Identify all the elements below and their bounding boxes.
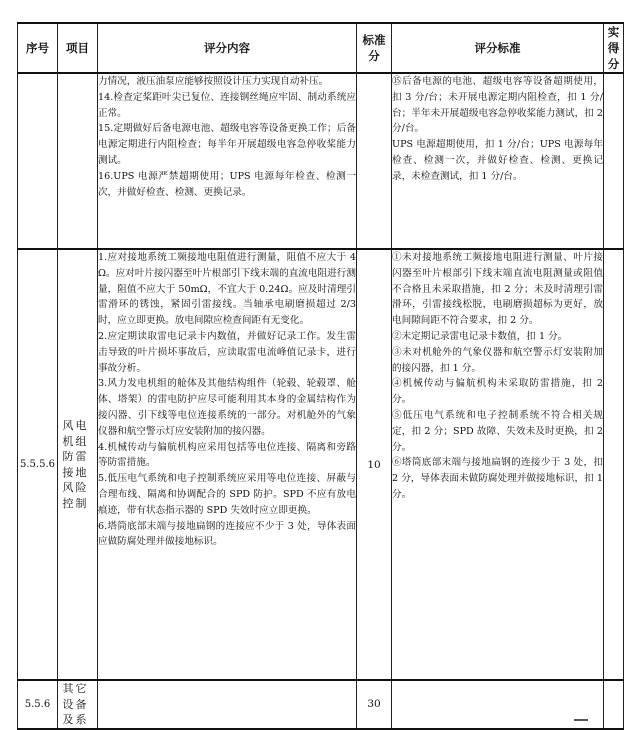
- criteria-paragraph: ⑮后备电源的电池、超级电容等设备超期使用，扣 3 分/台；未开展电源定期内阻检查，扣 1 分/台；半年未开展超级电容急停收桨能力测试，扣 2 分/台。: [392, 76, 603, 135]
- page-corner-mark: [574, 719, 588, 721]
- content-paragraph: 2.应定期读取雷电记录卡内数值，并做好记录工作。发生雷击导致的叶片损坏事故后，应读取雷电流峰值记录卡，进行事故分析。: [98, 330, 356, 374]
- header-standard-score: 标准分: [357, 23, 392, 73]
- table-row: [18, 73, 624, 249]
- content-paragraph: 6.塔筒底部末端与接地扁钢的连接应不少于 3 处，导体表面应做防腐处理并做接地标识。: [98, 520, 356, 548]
- row-content: [98, 73, 357, 249]
- row-standard-score: [357, 73, 392, 249]
- row-item: 风电机组防雷接地风险控制: [62, 419, 89, 510]
- criteria-paragraph: UPS 电源超期使用，扣 1 分/台；UPS 电源每年检查、检测一次，并做好检查、检测、更换记录，未检查测试，扣 1 分/台。: [392, 139, 603, 182]
- content-paragraph: 4.机械传动与偏航机构应采用包括等电位连接、隔离和旁路等防雷措施。: [98, 441, 356, 469]
- row-content: [98, 249, 357, 680]
- row-actual-score: [604, 680, 624, 729]
- row-seq: [18, 73, 58, 249]
- scoring-table: [17, 22, 624, 730]
- row-criteria: [392, 249, 604, 680]
- row-criteria: [392, 680, 604, 729]
- row-content: [98, 680, 357, 729]
- content-paragraph: 力情况，液压油泵应能够按照设计压力实现自动补压。: [98, 76, 329, 87]
- table-row: [18, 680, 624, 729]
- criteria-paragraph: ④机械传动与偏航机构未采取防雷措施，扣 2 分。: [392, 378, 603, 406]
- header-item: 项目: [58, 23, 98, 73]
- row-item: 其它设备及系: [62, 682, 89, 726]
- row-criteria: [392, 73, 604, 249]
- watermark: www.6nw.com: [218, 283, 261, 344]
- table-row: [18, 249, 624, 680]
- table-header-row: [18, 23, 624, 73]
- criteria-paragraph: ②未定期记录雷电记录卡数值，扣 1 分。: [392, 330, 568, 342]
- criteria-paragraph: ③未对机舱外的气象仪器和航空警示灯安装附加的接闪器，扣 1 分。: [392, 346, 603, 374]
- row-standard-score: 30: [357, 680, 392, 729]
- row-actual-score: [604, 249, 624, 680]
- content-paragraph: 1.应对接地系统工频接地电阻值进行测量，阻值不应大于 4Ω。应对叶片接闪器至叶片根部引下线末端的直流电阻进行测量，阻值不应大于 50mΩ，不宜大于 0.24Ω。应及时清理引雷滑环的锈蚀，紧固引雷接线。当轴承电刷磨损超过 2/3 时，应立即更换。放电间隙应检查间距有无变化。: [98, 252, 356, 327]
- content-paragraph: 14.检查定桨距叶尖已复位、连接钢丝绳应牢固、制动系统应正常。: [98, 91, 356, 119]
- row-actual-score: [604, 73, 624, 249]
- row-seq: 5.5.5.6: [18, 249, 58, 680]
- criteria-paragraph: ⑤低压电气系统和电子控制系统不符合相关规定，扣 2 分；SPD 故障、失效未及时更换，扣 2 分。: [392, 409, 603, 453]
- criteria-paragraph: ⑥塔筒底部末端与接地扁钢的连接少于 3 处，扣 2 分，导体表面未做防腐处理并做接地标识，扣 1 分。: [392, 457, 603, 500]
- criteria-paragraph: ①未对接地系统工频接地电阻进行测量、叶片接闪器至叶片根部引下线末端直流电阻测量或阻值不合格且未采取措施，扣 2 分；未及时清理引雷滑环，引雷接线松脱，电刷磨损超标为更好，放电间隙间距不符合要求，扣 2 分。: [392, 252, 603, 327]
- content-paragraph: 5.低压电气系统和电子控制系统应采用等电位连接、屏蔽与合理布线、隔离和协调配合的 SPD 防护。SPD 不应有放电痕迹，带有状态指示器的 SPD 失效时应立即更换。: [98, 473, 356, 516]
- content-paragraph: 15.定期做好后备电源电池、超级电容等设备更换工作；后备电源定期进行内阻检查；每半年开展超级电容急停收桨能力测试。: [98, 123, 356, 166]
- header-content: 评分内容: [98, 23, 357, 73]
- row-standard-score: 10: [357, 249, 392, 680]
- content-paragraph: 3.风力发电机组的舱体及其他结构组件（轮毂、轮毂罩、舱体、塔架）的雷电防护应尽可能利用其本身的金属结构作为接闪器、引下线等电位连接系统的一部分。对机舱外的气象仪器和航空警示灯应安装附加的接闪器。: [98, 378, 356, 437]
- content-paragraph: 16.UPS 电源严禁超期使用；UPS 电源每年检查、检测一次，并做好检查、检测、更换记录。: [98, 170, 356, 198]
- header-seq: 序号: [18, 23, 58, 73]
- row-seq: 5.5.6: [18, 680, 58, 729]
- header-criteria: 评分标准: [392, 23, 604, 73]
- header-actual-score: 实得分: [604, 23, 624, 73]
